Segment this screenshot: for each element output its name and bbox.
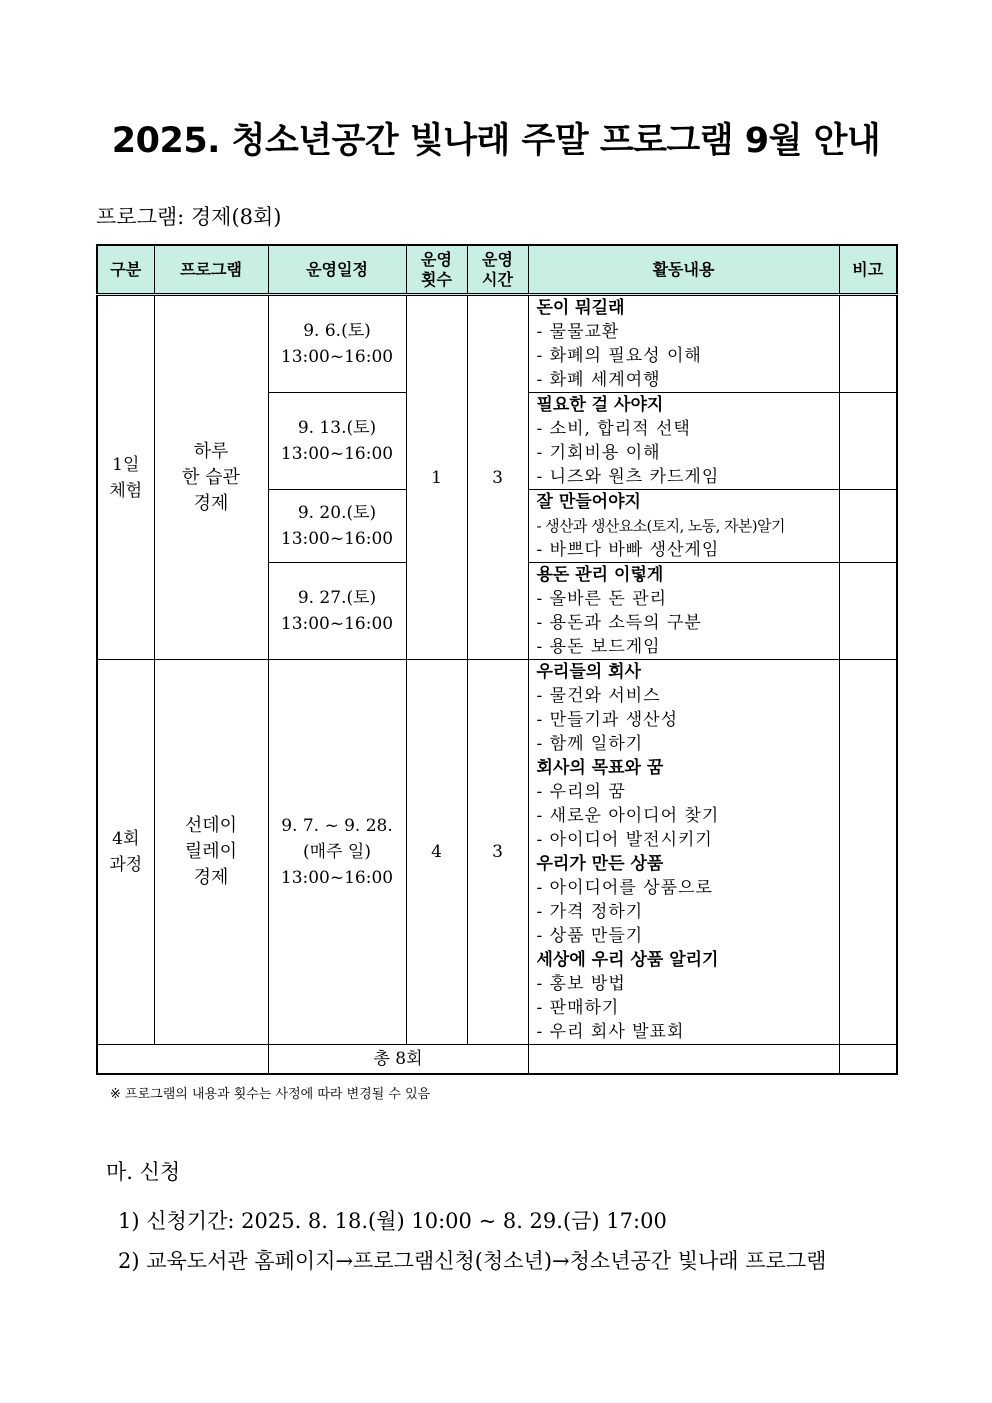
activity-item: - 용돈과 소득의 구분: [536, 613, 702, 633]
activity-item: - 우리 회사 발표회: [536, 1022, 685, 1042]
header-program: 프로그램: [154, 245, 268, 295]
activity-item: - 만들기과 생산성: [536, 710, 679, 730]
header-count-line1: 운영: [421, 249, 452, 269]
group2-schedule-line2: (매주 일): [303, 842, 371, 862]
activity-item: - 아이디어 발전시키기: [536, 830, 713, 850]
group2-program-line3: 경제: [193, 867, 229, 888]
table-row: [97, 660, 897, 1045]
group1-program-line1: 하루: [193, 440, 229, 462]
change-notice: ※ 프로그램의 내용과 횟수는 사정에 따라 변경될 수 있음: [110, 1087, 431, 1102]
activity-item: - 상품 만들기: [536, 926, 644, 946]
group1-program-line3: 경제: [193, 492, 229, 514]
application-section-title: 마. 신청: [106, 1160, 181, 1184]
activity-heading: 우리가 만든 상품: [536, 854, 664, 874]
remarks-cell: [839, 295, 897, 393]
header-hours: [467, 245, 528, 295]
group2-activities: [528, 660, 839, 1045]
session-schedule: [268, 295, 406, 393]
activity-item: - 화폐 세계여행: [536, 370, 661, 390]
total-activities-cell: [528, 1045, 839, 1074]
group2-category-line2: 과정: [109, 855, 143, 875]
group1-program: [154, 295, 268, 660]
activity-item: - 올바른 돈 관리: [536, 589, 667, 609]
header-count: [406, 245, 467, 295]
activity-item: - 화폐의 필요성 이해: [536, 346, 702, 366]
activity-item: - 가격 정하기: [536, 902, 644, 922]
activity-item: - 아이디어를 상품으로: [536, 878, 713, 898]
activity-item: - 기회비용 이해: [536, 443, 661, 463]
session-time: 13:00~16:00: [280, 444, 394, 464]
group2-count: 4: [406, 660, 467, 1045]
group2-program: [154, 660, 268, 1045]
remarks-cell: [839, 393, 897, 490]
header-remarks: 비고: [839, 245, 897, 295]
header-hours-line1: 운영: [482, 249, 513, 269]
activity-item: - 홍보 방법: [536, 974, 626, 994]
session-date: 9. 6.(토): [303, 321, 371, 341]
session-time: 13:00~16:00: [280, 529, 394, 549]
header-hours-line2: 시간: [482, 269, 513, 289]
activity-heading: 용돈 관리 이렇게: [536, 565, 664, 585]
activity-item: - 소비, 합리적 선택: [536, 419, 691, 439]
program-table: [96, 244, 898, 1075]
table-row: [97, 295, 897, 393]
total-row: [97, 1045, 897, 1074]
group2-schedule-line1: 9. 7. ~ 9. 28.: [281, 816, 393, 836]
session-time: 13:00~16:00: [280, 347, 394, 367]
group1-category-line1: 1일: [112, 454, 140, 475]
application-period: 1) 신청기간: 2025. 8. 18.(월) 10:00 ~ 8. 29.(금) 17:00: [118, 1209, 667, 1233]
session-activities: [528, 393, 839, 490]
activity-item: - 함께 일하기: [536, 734, 644, 754]
total-empty-cell: [97, 1045, 268, 1074]
activity-item: - 바쁘다 바빠 생산게임: [536, 540, 720, 560]
total-remarks-cell: [839, 1045, 897, 1074]
session-date: 9. 20.(토): [297, 503, 377, 523]
activity-heading: 우리들의 회사: [536, 662, 641, 682]
session-date: 9. 27.(토): [297, 588, 377, 608]
activity-item: - 니즈와 원츠 카드게임: [536, 467, 720, 487]
remarks-cell: [839, 660, 897, 1045]
group2-hours: 3: [467, 660, 528, 1045]
group2-schedule-line3: 13:00~16:00: [280, 868, 394, 888]
group1-count: 1: [406, 295, 467, 660]
header-schedule: 운영일정: [268, 245, 406, 295]
group2-schedule: [268, 660, 406, 1045]
total-count: 총 8회: [268, 1045, 528, 1074]
session-activities: [528, 490, 839, 563]
activity-item: - 우리의 꿈: [536, 782, 626, 802]
remarks-cell: [839, 490, 897, 563]
group2-category: [97, 660, 154, 1045]
header-category: 구분: [97, 245, 154, 295]
header-activities: 활동내용: [528, 245, 839, 295]
session-schedule: [268, 490, 406, 563]
session-activities: [528, 563, 839, 660]
group1-category: [97, 295, 154, 660]
activity-item: - 새로운 아이디어 찾기: [536, 806, 720, 826]
program-subtitle: 프로그램: 경제(8회): [96, 205, 282, 229]
page-title: 2025. 청소년공간 빛나래 주말 프로그램 9월 안내: [111, 121, 881, 161]
activity-heading: 돈이 뭐길래: [536, 298, 625, 318]
group2-program-line2: 릴레이: [184, 841, 238, 862]
group2-category-line1: 4회: [112, 829, 140, 849]
application-method: 2) 교육도서관 홈페이지→프로그램신청(청소년)→청소년공간 빛나래 프로그램: [118, 1249, 827, 1273]
activity-item: - 판매하기: [536, 998, 620, 1018]
table-header-row: [97, 245, 897, 295]
session-schedule: [268, 563, 406, 660]
activity-heading: 필요한 걸 사야지: [536, 395, 664, 415]
group1-program-line2: 한 습관: [182, 466, 240, 488]
activity-item: - 물물교환: [536, 322, 620, 342]
header-count-line2: 횟수: [421, 269, 452, 289]
group1-hours: 3: [467, 295, 528, 660]
activity-heading: 잘 만들어야지: [536, 492, 641, 512]
session-schedule: [268, 393, 406, 490]
session-activities: [528, 295, 839, 393]
activity-heading: 회사의 목표와 꿈: [536, 758, 664, 778]
session-date: 9. 13.(토): [297, 418, 377, 438]
activity-item: - 물건와 서비스: [536, 686, 661, 706]
group1-category-line2: 체험: [109, 480, 143, 501]
activity-heading: 세상에 우리 상품 알리기: [536, 950, 719, 970]
session-time: 13:00~16:00: [280, 614, 394, 634]
activity-item: - 생산과 생산요소(토지, 노동, 자본)알기: [536, 517, 785, 535]
remarks-cell: [839, 563, 897, 660]
activity-item: - 용돈 보드게임: [536, 637, 661, 657]
group2-program-line1: 선데이: [184, 815, 238, 836]
